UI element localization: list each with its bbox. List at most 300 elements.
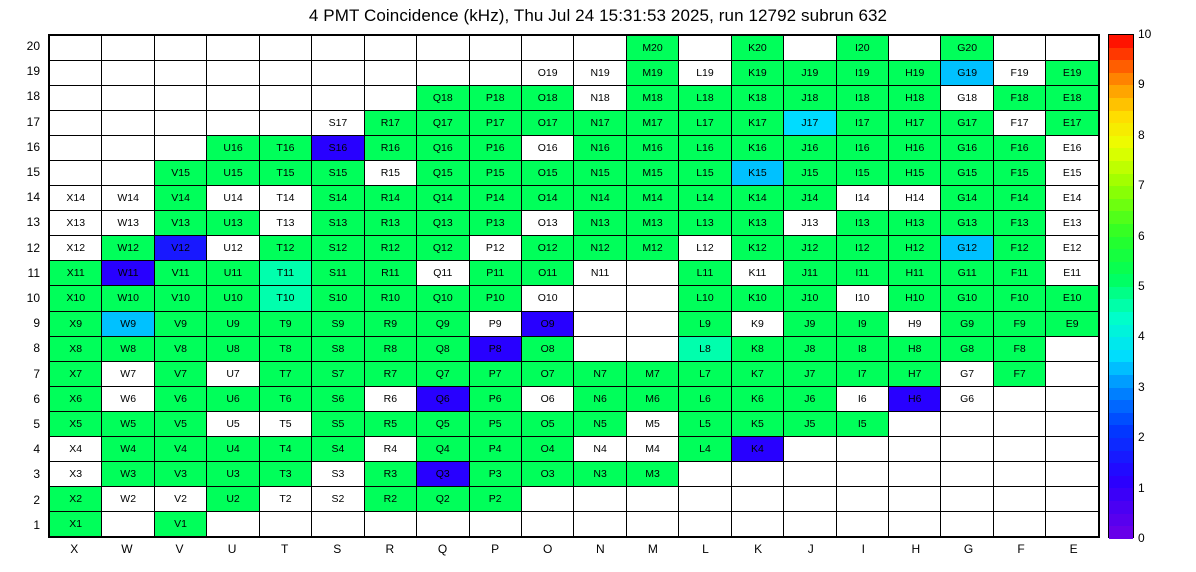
heatmap-cell: G13 — [941, 211, 993, 236]
colorbar-segment — [1109, 85, 1133, 98]
colorbar-segment — [1109, 224, 1133, 237]
heatmap-cell: V10 — [154, 286, 206, 311]
colorbar-segment — [1109, 388, 1133, 401]
heatmap-cell: N15 — [574, 161, 626, 186]
heatmap-cell: H11 — [889, 261, 941, 286]
heatmap-cell: L9 — [679, 311, 731, 336]
heatmap-cell: M12 — [626, 236, 678, 261]
heatmap-cell-empty — [784, 486, 836, 511]
heatmap-row — [50, 211, 1099, 236]
y-tick-label: 6 — [33, 391, 40, 406]
heatmap-cell: J11 — [784, 261, 836, 286]
heatmap-cell-empty — [993, 436, 1045, 461]
heatmap-cell-empty — [626, 286, 678, 311]
heatmap-cell-empty — [574, 486, 626, 511]
heatmap-cell: V7 — [154, 361, 206, 386]
y-tick-label: 15 — [26, 165, 40, 179]
heatmap-cell: E13 — [1046, 211, 1099, 236]
heatmap-cell: N4 — [574, 436, 626, 461]
heatmap-cell: X2 — [50, 486, 102, 511]
heatmap-cell: I5 — [836, 411, 888, 436]
heatmap-cell: F10 — [993, 286, 1045, 311]
heatmap-cell-empty — [259, 36, 311, 61]
heatmap-cell: S2 — [312, 486, 364, 511]
y-tick-label: 7 — [33, 366, 40, 381]
heatmap-cell-empty — [364, 61, 416, 86]
heatmap-cell: W10 — [102, 286, 154, 311]
heatmap-cell: W4 — [102, 436, 154, 461]
heatmap-cell: L6 — [679, 386, 731, 411]
heatmap-cell: Q5 — [417, 411, 469, 436]
heatmap-cell: K4 — [731, 436, 783, 461]
heatmap-cell: R6 — [364, 386, 416, 411]
heatmap-cell: O11 — [521, 261, 573, 286]
heatmap-cell-empty — [836, 486, 888, 511]
heatmap-cell: S16 — [312, 136, 364, 161]
heatmap-cell: T9 — [259, 311, 311, 336]
heatmap-cell: T12 — [259, 236, 311, 261]
heatmap-cell: P13 — [469, 211, 521, 236]
colorbar-tick-label: 0 — [1138, 531, 1145, 545]
heatmap-cell: S3 — [312, 461, 364, 486]
heatmap-cell: T16 — [259, 136, 311, 161]
heatmap-cell-empty — [889, 436, 941, 461]
heatmap-cell: R10 — [364, 286, 416, 311]
heatmap-cell: H14 — [889, 186, 941, 211]
y-tick-label: 20 — [26, 39, 40, 53]
heatmap-cell: J5 — [784, 411, 836, 436]
heatmap-cell: K5 — [731, 411, 783, 436]
heatmap-cell-empty — [1046, 361, 1099, 386]
heatmap-cell: L5 — [679, 411, 731, 436]
heatmap-cell: J14 — [784, 186, 836, 211]
heatmap-cell: U10 — [207, 286, 259, 311]
heatmap-cell: J9 — [784, 311, 836, 336]
heatmap-cell: U14 — [207, 186, 259, 211]
heatmap-cell-empty — [941, 511, 993, 536]
x-tick-label: U — [227, 542, 237, 556]
heatmap-row — [50, 461, 1099, 486]
heatmap-cell: S12 — [312, 236, 364, 261]
chart-title: 4 PMT Coincidence (kHz), Thu Jul 24 15:31:53 2025, run 12792 subrun 632 — [308, 6, 888, 25]
heatmap-cell: S10 — [312, 286, 364, 311]
heatmap-row — [50, 411, 1099, 436]
x-tick-label: J — [807, 542, 814, 556]
heatmap-cell: S8 — [312, 336, 364, 361]
heatmap-cell: F16 — [993, 136, 1045, 161]
heatmap-cell: S14 — [312, 186, 364, 211]
heatmap-cell: Q2 — [417, 486, 469, 511]
y-axis-tick-labels — [0, 34, 44, 538]
heatmap-cell-empty — [259, 86, 311, 111]
heatmap-cell: O7 — [521, 361, 573, 386]
colorbar-segment — [1109, 325, 1133, 338]
heatmap-cell-empty — [993, 386, 1045, 411]
heatmap-cell: Q13 — [417, 211, 469, 236]
heatmap-cell: K6 — [731, 386, 783, 411]
y-tick-label: 8 — [33, 341, 40, 356]
colorbar-tick-label: 7 — [1138, 178, 1145, 193]
heatmap-cell-empty — [679, 511, 731, 536]
heatmap-cell-empty — [469, 61, 521, 86]
heatmap-row — [50, 111, 1099, 136]
heatmap-cell: R4 — [364, 436, 416, 461]
heatmap-cell: X13 — [50, 211, 102, 236]
heatmap-cell: N18 — [574, 86, 626, 111]
heatmap-cell: Q18 — [417, 86, 469, 111]
colorbar-segment — [1109, 98, 1133, 111]
colorbar-segment — [1109, 73, 1133, 86]
heatmap-cell: K8 — [731, 336, 783, 361]
x-tick-label: W — [121, 542, 133, 556]
colorbar-segment — [1109, 186, 1133, 199]
x-axis-tick-labels — [48, 540, 1100, 560]
x-tick-label: G — [963, 542, 974, 556]
heatmap-cell-empty — [207, 511, 259, 536]
heatmap-cell: G6 — [941, 386, 993, 411]
colorbar-segment — [1109, 514, 1133, 527]
heatmap-cell-empty — [889, 486, 941, 511]
heatmap-cell-empty — [521, 511, 573, 536]
heatmap-cell: K7 — [731, 361, 783, 386]
heatmap-cell: H18 — [889, 86, 941, 111]
heatmap-cell: L13 — [679, 211, 731, 236]
heatmap-cell: N5 — [574, 411, 626, 436]
heatmap-cell: L10 — [679, 286, 731, 311]
heatmap-cell: P18 — [469, 86, 521, 111]
heatmap-cell: M4 — [626, 436, 678, 461]
colorbar-segment — [1109, 148, 1133, 161]
colorbar-tick-label: 4 — [1138, 329, 1145, 344]
heatmap-cell: X4 — [50, 436, 102, 461]
x-tick-label: I — [861, 542, 865, 556]
heatmap-cell-empty — [941, 411, 993, 436]
heatmap-cell-empty — [574, 336, 626, 361]
heatmap-cell-empty — [836, 436, 888, 461]
heatmap-plot-area — [48, 34, 1100, 538]
heatmap-cell: S9 — [312, 311, 364, 336]
heatmap-cell: U2 — [207, 486, 259, 511]
heatmap-cell: V8 — [154, 336, 206, 361]
heatmap-row — [50, 136, 1099, 161]
x-tick-label: Q — [437, 542, 448, 556]
heatmap-cell: V15 — [154, 161, 206, 186]
y-tick-label: 4 — [33, 442, 40, 457]
heatmap-cell: O8 — [521, 336, 573, 361]
heatmap-cell: O3 — [521, 461, 573, 486]
heatmap-cell: T3 — [259, 461, 311, 486]
heatmap-cell-empty — [626, 261, 678, 286]
heatmap-cell-empty — [993, 461, 1045, 486]
heatmap-cell: M6 — [626, 386, 678, 411]
heatmap-cell: V5 — [154, 411, 206, 436]
heatmap-cell: H7 — [889, 361, 941, 386]
heatmap-cell: I19 — [836, 61, 888, 86]
heatmap-cell: G16 — [941, 136, 993, 161]
heatmap-cell-empty — [836, 511, 888, 536]
heatmap-cell-empty — [50, 61, 102, 86]
heatmap-cell: E17 — [1046, 111, 1099, 136]
heatmap-cell: S17 — [312, 111, 364, 136]
heatmap-cell: W13 — [102, 211, 154, 236]
heatmap-cell: J17 — [784, 111, 836, 136]
heatmap-cell-empty — [259, 511, 311, 536]
heatmap-cell-empty — [102, 86, 154, 111]
heatmap-cell: H19 — [889, 61, 941, 86]
heatmap-cell: Q8 — [417, 336, 469, 361]
colorbar-segment — [1109, 274, 1133, 287]
heatmap-cell: M16 — [626, 136, 678, 161]
heatmap-cell: M7 — [626, 361, 678, 386]
heatmap-row — [50, 386, 1099, 411]
heatmap-cell-empty — [50, 161, 102, 186]
heatmap-cell-empty — [102, 61, 154, 86]
heatmap-cell: N11 — [574, 261, 626, 286]
y-tick-label: 17 — [26, 114, 40, 129]
colorbar-tick-label: 8 — [1138, 127, 1145, 142]
heatmap-cell: H16 — [889, 136, 941, 161]
heatmap-cell: U5 — [207, 411, 259, 436]
heatmap-cell-empty — [889, 411, 941, 436]
heatmap-cell: I6 — [836, 386, 888, 411]
heatmap-cell: K16 — [731, 136, 783, 161]
heatmap-row — [50, 236, 1099, 261]
heatmap-cell: L12 — [679, 236, 731, 261]
heatmap-cell: W8 — [102, 336, 154, 361]
heatmap-cell-empty — [993, 511, 1045, 536]
colorbar-segment — [1109, 48, 1133, 61]
heatmap-cell: Q15 — [417, 161, 469, 186]
heatmap-cell: G12 — [941, 236, 993, 261]
heatmap-row — [50, 161, 1099, 186]
heatmap-cell-empty — [312, 86, 364, 111]
heatmap-cell: T2 — [259, 486, 311, 511]
heatmap-cell: L15 — [679, 161, 731, 186]
heatmap-row — [50, 61, 1099, 86]
heatmap-cell: M14 — [626, 186, 678, 211]
colorbar-segment — [1109, 111, 1133, 124]
heatmap-cell: T6 — [259, 386, 311, 411]
heatmap-cell-empty — [154, 36, 206, 61]
heatmap-cell-empty — [836, 461, 888, 486]
heatmap-cell-empty — [50, 111, 102, 136]
heatmap-cell-empty — [784, 36, 836, 61]
heatmap-cell-empty — [102, 111, 154, 136]
heatmap-cell: P11 — [469, 261, 521, 286]
colorbar-segment — [1109, 375, 1133, 388]
y-tick-label: 10 — [26, 291, 40, 305]
x-tick-label: R — [385, 542, 395, 556]
heatmap-grid — [49, 35, 1099, 537]
heatmap-cell: I18 — [836, 86, 888, 111]
heatmap-cell-empty — [207, 111, 259, 136]
heatmap-cell: F8 — [993, 336, 1045, 361]
heatmap-cell: P2 — [469, 486, 521, 511]
heatmap-cell: H6 — [889, 386, 941, 411]
heatmap-cell-empty — [889, 36, 941, 61]
heatmap-cell: G8 — [941, 336, 993, 361]
y-tick-label: 11 — [27, 265, 40, 280]
heatmap-cell: W7 — [102, 361, 154, 386]
x-tick-label: L — [702, 542, 709, 556]
heatmap-cell: L14 — [679, 186, 731, 211]
heatmap-cell: O5 — [521, 411, 573, 436]
heatmap-cell-empty — [364, 36, 416, 61]
colorbar-segment — [1109, 501, 1133, 514]
heatmap-cell-empty — [1046, 511, 1099, 536]
heatmap-cell-empty — [312, 511, 364, 536]
x-tick-label: X — [70, 542, 79, 556]
x-tick-label: H — [911, 542, 921, 556]
heatmap-cell-empty — [207, 86, 259, 111]
heatmap-cell-empty — [259, 61, 311, 86]
heatmap-cell: H12 — [889, 236, 941, 261]
heatmap-cell: Q10 — [417, 286, 469, 311]
heatmap-row — [50, 286, 1099, 311]
heatmap-cell: W5 — [102, 411, 154, 436]
heatmap-cell: G15 — [941, 161, 993, 186]
heatmap-cell-empty — [207, 36, 259, 61]
y-tick-label: 14 — [26, 190, 40, 205]
heatmap-cell: I12 — [836, 236, 888, 261]
heatmap-cell-empty — [1046, 336, 1099, 361]
heatmap-cell: M18 — [626, 86, 678, 111]
heatmap-cell: O10 — [521, 286, 573, 311]
heatmap-cell: T8 — [259, 336, 311, 361]
heatmap-cell: E9 — [1046, 311, 1099, 336]
y-tick-label: 3 — [33, 467, 40, 482]
heatmap-cell-empty — [784, 461, 836, 486]
heatmap-cell-empty — [1046, 411, 1099, 436]
heatmap-cell: U8 — [207, 336, 259, 361]
heatmap-cell: V13 — [154, 211, 206, 236]
heatmap-cell: P8 — [469, 336, 521, 361]
y-tick-label: 9 — [33, 316, 40, 331]
heatmap-row — [50, 261, 1099, 286]
heatmap-cell: R17 — [364, 111, 416, 136]
heatmap-cell: L11 — [679, 261, 731, 286]
heatmap-cell: O15 — [521, 161, 573, 186]
heatmap-cell: H8 — [889, 336, 941, 361]
heatmap-cell: W3 — [102, 461, 154, 486]
colorbar-segment — [1109, 400, 1133, 413]
heatmap-cell: Q11 — [417, 261, 469, 286]
heatmap-cell: N19 — [574, 61, 626, 86]
heatmap-cell: K11 — [731, 261, 783, 286]
x-tick-label: P — [491, 542, 500, 556]
heatmap-cell: Q14 — [417, 186, 469, 211]
heatmap-row — [50, 186, 1099, 211]
heatmap-cell: J18 — [784, 86, 836, 111]
heatmap-cell: P9 — [469, 311, 521, 336]
heatmap-cell: U15 — [207, 161, 259, 186]
heatmap-cell-empty — [102, 36, 154, 61]
heatmap-cell-empty — [521, 486, 573, 511]
heatmap-cell-empty — [50, 136, 102, 161]
colorbar-segment — [1109, 35, 1133, 48]
heatmap-cell: T5 — [259, 411, 311, 436]
heatmap-cell: X10 — [50, 286, 102, 311]
colorbar-segment — [1109, 299, 1133, 312]
heatmap-cell-empty — [1046, 486, 1099, 511]
heatmap-cell: T4 — [259, 436, 311, 461]
heatmap-cell: W6 — [102, 386, 154, 411]
heatmap-cell: E12 — [1046, 236, 1099, 261]
heatmap-cell: R3 — [364, 461, 416, 486]
heatmap-cell: F14 — [993, 186, 1045, 211]
heatmap-cell: U4 — [207, 436, 259, 461]
colorbar-segment — [1109, 425, 1133, 438]
heatmap-cell-empty — [784, 511, 836, 536]
colorbar-segment — [1109, 312, 1133, 325]
heatmap-cell: H17 — [889, 111, 941, 136]
heatmap-cell: O9 — [521, 311, 573, 336]
colorbar-segment — [1109, 211, 1133, 224]
heatmap-cell: E14 — [1046, 186, 1099, 211]
colorbar-segment — [1109, 526, 1133, 539]
heatmap-cell: O12 — [521, 236, 573, 261]
heatmap-cell: L4 — [679, 436, 731, 461]
heatmap-cell: V14 — [154, 186, 206, 211]
heatmap-cell: N14 — [574, 186, 626, 211]
colorbar — [1108, 34, 1134, 538]
heatmap-cell: N12 — [574, 236, 626, 261]
heatmap-cell: K10 — [731, 286, 783, 311]
heatmap-cell: H9 — [889, 311, 941, 336]
heatmap-cell: V4 — [154, 436, 206, 461]
heatmap-cell: R16 — [364, 136, 416, 161]
heatmap-cell: Q3 — [417, 461, 469, 486]
heatmap-cell: I9 — [836, 311, 888, 336]
heatmap-cell: V3 — [154, 461, 206, 486]
colorbar-segment — [1109, 362, 1133, 375]
heatmap-cell: U11 — [207, 261, 259, 286]
heatmap-cell: M15 — [626, 161, 678, 186]
heatmap-cell: N13 — [574, 211, 626, 236]
colorbar-segment — [1109, 60, 1133, 73]
heatmap-cell: I13 — [836, 211, 888, 236]
heatmap-cell: R14 — [364, 186, 416, 211]
heatmap-cell-empty — [731, 511, 783, 536]
heatmap-cell: S15 — [312, 161, 364, 186]
y-tick-label: 19 — [26, 64, 40, 79]
heatmap-cell-empty — [626, 511, 678, 536]
heatmap-cell: G18 — [941, 86, 993, 111]
heatmap-cell: R7 — [364, 361, 416, 386]
heatmap-cell-empty — [1046, 36, 1099, 61]
heatmap-cell: K13 — [731, 211, 783, 236]
heatmap-cell: I8 — [836, 336, 888, 361]
heatmap-cell-empty — [469, 511, 521, 536]
heatmap-row — [50, 36, 1099, 61]
heatmap-cell: R8 — [364, 336, 416, 361]
heatmap-cell: E18 — [1046, 86, 1099, 111]
heatmap-cell: F13 — [993, 211, 1045, 236]
heatmap-cell: I7 — [836, 361, 888, 386]
heatmap-cell: M17 — [626, 111, 678, 136]
heatmap-cell: K15 — [731, 161, 783, 186]
heatmap-cell: G14 — [941, 186, 993, 211]
heatmap-row — [50, 511, 1099, 536]
heatmap-cell: P16 — [469, 136, 521, 161]
heatmap-row — [50, 86, 1099, 111]
heatmap-cell: J16 — [784, 136, 836, 161]
heatmap-cell: S6 — [312, 386, 364, 411]
heatmap-cell: U12 — [207, 236, 259, 261]
heatmap-row — [50, 486, 1099, 511]
heatmap-cell: J8 — [784, 336, 836, 361]
heatmap-cell-empty — [1046, 461, 1099, 486]
